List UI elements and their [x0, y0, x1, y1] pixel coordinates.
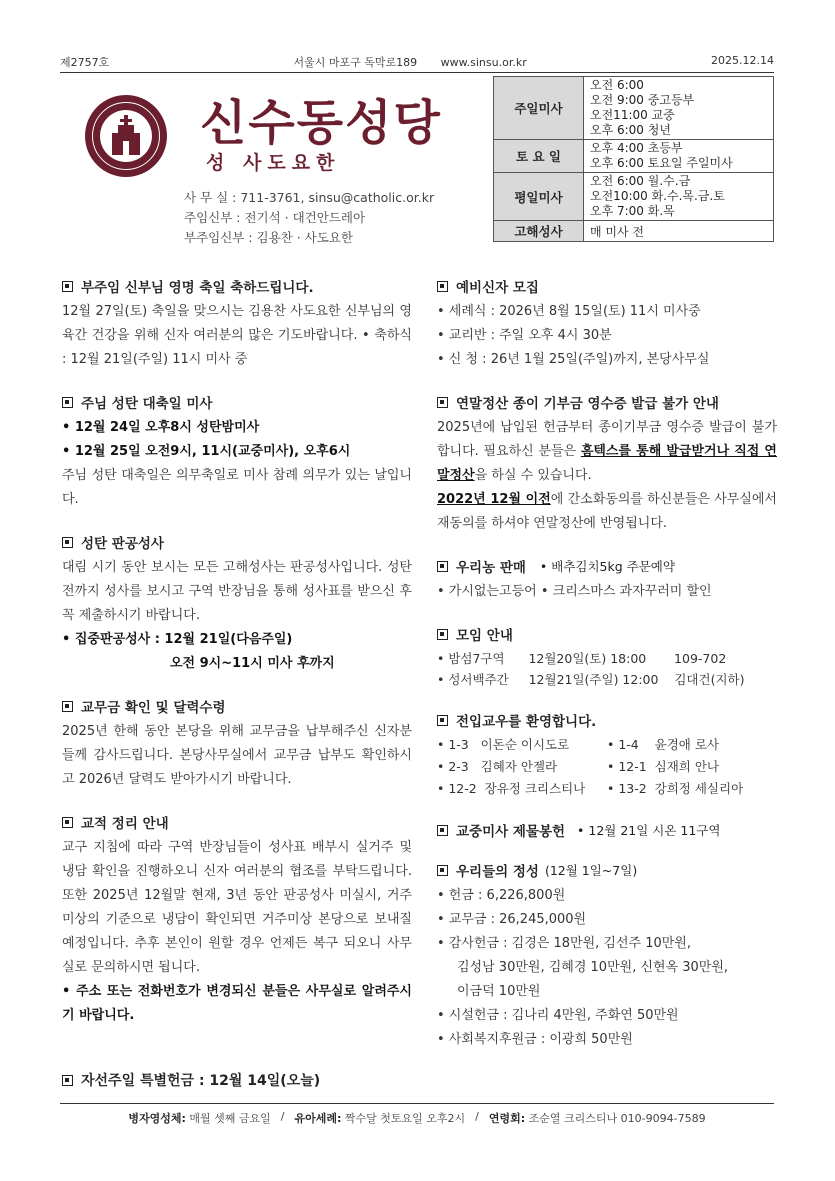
- assistant-pastor-name: 부주임신부 : 김용찬 · 사도요한: [184, 230, 353, 245]
- bullet-box-icon: [62, 281, 73, 292]
- section-christmas-mass: [62, 392, 412, 512]
- section-welcome: [437, 710, 777, 800]
- section-title: 주님 성탄 대축일 미사: [81, 396, 213, 412]
- list-item: • 집중판공성사 : 12월 21일(다음주일): [62, 632, 293, 647]
- mass-schedule-table: [493, 76, 774, 242]
- list-item: 오전 9시~11시 미사 후까지: [170, 656, 335, 671]
- list-item: • 12-1 심재희 안나: [607, 759, 720, 774]
- list-item: • 12-2 장유정 크리스티나: [437, 781, 586, 796]
- section-title: 교적 정리 안내: [81, 816, 169, 832]
- section-dues-calendar: [62, 696, 412, 792]
- section-meetings: [437, 624, 777, 690]
- special-collection-text: 자선주일 특별헌금 : 12월 14일(오늘): [81, 1073, 321, 1089]
- bullet-box-icon: [437, 715, 448, 726]
- section-note: • 주소 또는 전화번호가 변경되신 분들은 사무실로 알려주시기 바랍니다.: [62, 984, 412, 1023]
- section-catechumen: [437, 276, 777, 372]
- weekday-label: 평일미사: [494, 173, 584, 221]
- donation-period: (12월 1일~7일): [544, 863, 638, 878]
- address-block: [284, 54, 537, 70]
- section-title: 모임 안내: [456, 628, 513, 644]
- section-registry: [62, 812, 412, 1028]
- right-column: [437, 276, 777, 1072]
- list-item: • 2-3 김혜자 안젤라: [437, 759, 558, 774]
- confession-row: [494, 221, 774, 242]
- list-item: • 신 청 : 26년 1월 25일(주일)까지, 본당사무실: [437, 352, 710, 367]
- section-confession: [62, 532, 412, 676]
- inline-item: • 12월 21일 시온 11구역: [577, 823, 721, 838]
- bullet-box-icon: [62, 397, 73, 408]
- section-woorinong: [437, 556, 777, 604]
- list-item: • 헌금 : 6,226,800원: [437, 888, 566, 903]
- weekday-row: [494, 173, 774, 221]
- section-body: 교구 지침에 따라 구역 반장님들이 성사표 배부시 실거주 및 냉담 확인을 진행하오니 신자 여러분의 협조를 부탁드립니다. 또한 2025년 12월말 현재, 3년 동안 판공성사 미실시, 거주미상의 기준으로 냉담이 확인되면 거주미상 본당으로 보내질 예정입니다. 추후 본인이 원할 경우 언제든 복구 되오니 사무실로 문의하시면 됩니다.: [62, 840, 412, 975]
- list-item: • 성서백주간 12월21일(주일) 12:00 김대건(지하): [437, 672, 745, 687]
- saturday-times: 오후 4:00 초등부 오후 6:00 토요일 주일미사: [584, 140, 774, 173]
- parish-seal-logo: [85, 95, 167, 177]
- confession-label: 고해성사: [494, 221, 584, 242]
- address: 서울시 마포구 독막로189: [293, 56, 418, 69]
- issue-date: 2025.12.14: [711, 54, 774, 67]
- section-tax-receipt: [437, 392, 777, 536]
- saturday-label: 토 요 일: [494, 140, 584, 173]
- weekday-times: 오전 6:00 월.수.금 오전10:00 화.수.목.금.토 오후 7:00 화.목: [584, 173, 774, 221]
- list-item: • 사회복지후원금 : 이광희 50만원: [437, 1032, 633, 1047]
- section-title: 교중미사 제물봉헌: [456, 824, 566, 840]
- section-body: 12월 27일(토) 축일을 맞으시는 김용찬 사도요한 신부님의 영육간 건강을 위해 신자 여러분의 많은 기도바랍니다. • 축하식 : 12월 21일(주일) 11시 미사 중: [62, 304, 412, 367]
- saturday-row: [494, 140, 774, 173]
- top-divider: [60, 72, 774, 73]
- list-item: • 시설헌금 : 김나리 4만원, 주화연 50만원: [437, 1008, 679, 1023]
- issue-number: 제2757호: [60, 56, 110, 69]
- footer-item: 병자영성체: 매월 셋째 금요일: [128, 1112, 271, 1125]
- section-title: 우리들의 정성: [456, 864, 539, 880]
- section-offering: [437, 820, 777, 840]
- sunday-label: 주일미사: [494, 77, 584, 140]
- list-item: • 12월 25일 오전9시, 11시(교중미사), 오후6시: [62, 444, 351, 459]
- left-column: [62, 276, 412, 1048]
- bullet-box-icon: [437, 281, 448, 292]
- bullet-box-icon: [62, 817, 73, 828]
- special-collection-notice: [62, 1070, 320, 1090]
- section-body: 대림 시기 동안 보시는 모든 고해성사는 판공성사입니다. 성탄 전까지 성사를 보시고 구역 반장님을 통해 성사표를 받으신 후 꼭 제출하시기 바랍니다.: [62, 560, 412, 623]
- list-item: 이금덕 10만원: [457, 984, 541, 999]
- section-body: 2025년 한해 동안 본당을 위해 교무금을 납부해주신 신자분들께 감사드립니다. 본당사무실에서 교무금 납부도 확인하시고 2026년 달력도 받아가시기 바랍니다.: [62, 724, 412, 787]
- list-item: • 1-3 이돈순 이시도로: [437, 737, 570, 752]
- section-title: 우리농 판매: [456, 560, 526, 576]
- bottom-divider: [60, 1103, 774, 1104]
- section-title: 예비신자 모집: [456, 280, 539, 296]
- bullet-box-icon: [437, 397, 448, 408]
- list-item: • 1-4 윤경애 로사: [607, 737, 720, 752]
- section-body: 주님 성탄 대축일은 의무축일로 미사 참례 의무가 있는 날입니다.: [62, 468, 412, 507]
- parish-patron: 성 사도요한: [206, 152, 341, 174]
- section-title: 교무금 확인 및 달력수령: [81, 700, 226, 716]
- list-item: • 13-2 강희정 세실리아: [607, 781, 744, 796]
- masthead-line: [60, 54, 774, 70]
- list-item: • 교무금 : 26,245,000원: [437, 912, 587, 927]
- pastor-name: 주임신부 : 전기석 · 대건안드레아: [184, 210, 366, 225]
- bullet-box-icon: [62, 537, 73, 548]
- section-donations: [437, 860, 777, 1052]
- bullet-box-icon: [437, 865, 448, 876]
- section-body: 2025년에 납입된 헌금부터 종이기부금 영수증 발급이 불가합니다. 필요하신 분들은 홈텍스를 통해 발급받거나 직접 연말정산을 하실 수 있습니다. 2022년 12월 이전에 간소화동의를 하신분들은 사무실에서 재동의를 하셔야 연말정산에 반영됩니다.: [437, 420, 777, 531]
- sunday-row: [494, 77, 774, 140]
- list-item: • 가시없는고등어 • 크리스마스 과자꾸러미 할인: [437, 584, 712, 599]
- list-item: • 감사헌금 : 김경은 18만원, 김선주 10만원,: [437, 936, 692, 951]
- bullet-box-icon: [437, 561, 448, 572]
- confession-time: 매 미사 전: [584, 221, 774, 242]
- bullet-box-icon: [437, 825, 448, 836]
- list-item: • 교리반 : 주일 오후 4시 30분: [437, 328, 612, 343]
- section-title: 전입교우를 환영합니다.: [456, 714, 597, 730]
- list-item: • 세례식 : 2026년 8월 15일(토) 11시 미사중: [437, 304, 701, 319]
- section-title: 부주임 신부님 영명 축일 축하드립니다.: [81, 280, 314, 296]
- section-feast-day: [62, 276, 412, 372]
- bullet-box-icon: [62, 1075, 73, 1086]
- website-link[interactable]: www.sinsu.or.kr: [440, 56, 527, 69]
- church-icon: [85, 95, 167, 177]
- footer-item: 연령회: 조순열 크리스티나 010-9094-7589: [488, 1112, 706, 1125]
- newcomer-grid: [437, 734, 777, 800]
- parish-name: 신수동성당: [200, 95, 442, 151]
- sunday-times: 오전 6:00 오전 9:00 중고등부 오전11:00 교중 오후 6:00 청년: [584, 77, 774, 140]
- list-item: • 12월 24일 오후8시 성탄밤미사: [62, 420, 260, 435]
- bullet-box-icon: [62, 701, 73, 712]
- inline-item: • 배추김치5kg 주문예약: [539, 559, 675, 574]
- list-item: • 밤섬7구역 12월20일(토) 18:00 109-702: [437, 651, 727, 666]
- list-item: 김성남 30만원, 김혜경 10만원, 신현옥 30만원,: [457, 960, 729, 975]
- section-title: 성탄 판공성사: [81, 536, 164, 552]
- office-contact: 사 무 실 : 711-3761, sinsu@catholic.or.kr: [184, 190, 435, 205]
- footer-item: 유아세례: 짝수달 첫토요일 오후2시: [294, 1112, 466, 1125]
- section-title: 연말정산 종이 기부금 영수증 발급 불가 안내: [456, 396, 719, 412]
- footer: 병자영성체: 매월 셋째 금요일 / 유아세례: 짝수달 첫토요일 오후2시 / 연령회: 조순열 크리스티나 010-9094-7589: [128, 1110, 706, 1125]
- office-info: [184, 188, 434, 248]
- bullet-box-icon: [437, 629, 448, 640]
